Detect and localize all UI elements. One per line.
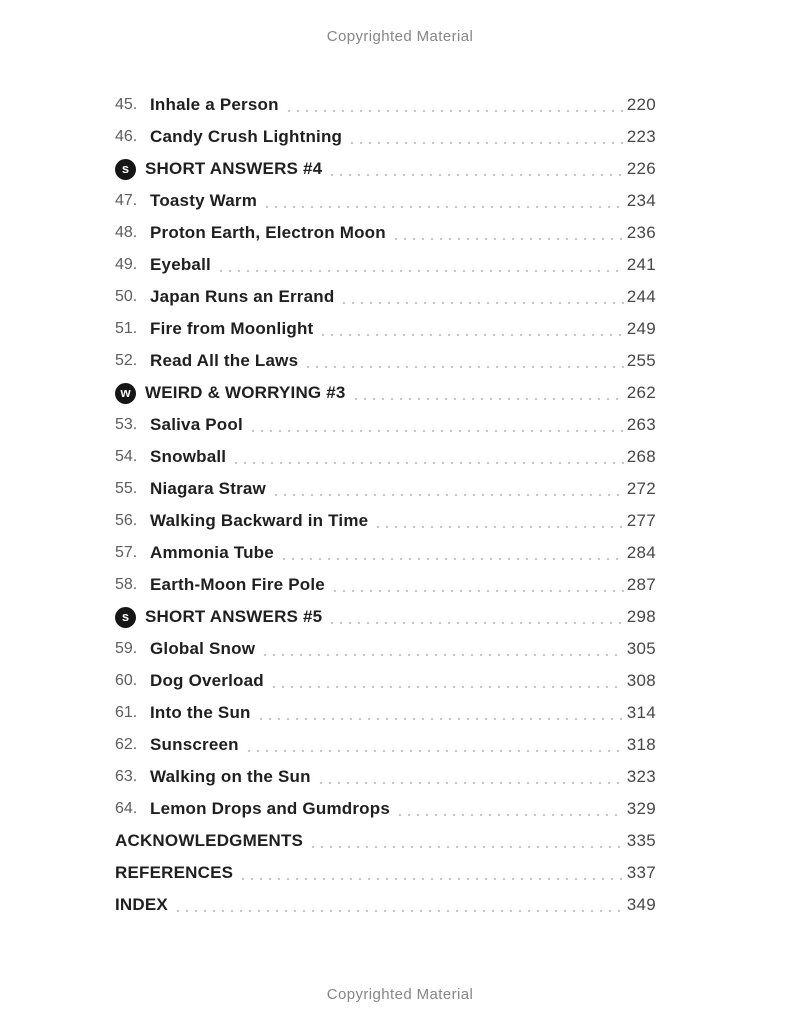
entry-title: Toasty Warm xyxy=(150,191,258,210)
toc-entry xyxy=(115,569,656,601)
entry-title: ACKNOWLEDGMENTS xyxy=(115,831,304,850)
entry-title: Fire from Moonlight xyxy=(150,319,314,338)
dot-leader xyxy=(265,205,624,209)
dot-leader xyxy=(287,109,624,113)
dot-leader xyxy=(234,461,624,465)
chapter-number: 50. xyxy=(115,288,138,305)
entry-title: WEIRD & WORRYING #3 xyxy=(145,383,346,402)
dot-leader xyxy=(306,365,623,369)
copyright-banner-bottom: Copyrighted Material xyxy=(326,986,474,1003)
entry-page-number: 287 xyxy=(626,575,656,594)
entry-page-number: 220 xyxy=(626,95,656,114)
dot-leader xyxy=(282,557,624,561)
toc-entry xyxy=(115,889,656,921)
chapter-number: 56. xyxy=(115,512,138,529)
entry-page-number: 249 xyxy=(626,319,656,338)
chapter-number: 53. xyxy=(115,416,138,433)
chapter-number: 61. xyxy=(115,704,138,721)
entry-title: Walking on the Sun xyxy=(150,767,311,786)
entry-title: REFERENCES xyxy=(115,863,234,882)
dot-leader xyxy=(321,333,623,337)
entry-title: Ammonia Tube xyxy=(150,543,274,562)
entry-page-number: 234 xyxy=(626,191,656,210)
entry-title: Saliva Pool xyxy=(150,415,243,434)
entry-page-number: 284 xyxy=(626,543,656,562)
chapter-number: 55. xyxy=(115,480,138,497)
entry-page-number: 323 xyxy=(626,767,656,786)
entry-title: INDEX xyxy=(115,895,168,914)
chapter-number: 46. xyxy=(115,128,138,145)
chapter-number: 47. xyxy=(115,192,138,209)
dot-leader xyxy=(251,429,624,433)
entry-title: Niagara Straw xyxy=(150,479,266,498)
entry-page-number: 223 xyxy=(626,127,656,146)
toc-entry xyxy=(115,505,656,537)
section-badge-s-icon: s xyxy=(115,159,136,180)
dot-leader xyxy=(342,301,623,305)
entry-title: SHORT ANSWERS #4 xyxy=(145,159,323,178)
entry-page-number: 329 xyxy=(626,799,656,818)
toc-entry xyxy=(115,601,656,633)
dot-leader xyxy=(274,493,624,497)
dot-leader xyxy=(241,877,624,881)
entry-page-number: 263 xyxy=(626,415,656,434)
entry-title: Inhale a Person xyxy=(150,95,279,114)
toc-entry xyxy=(115,825,656,857)
toc-entry xyxy=(115,153,656,185)
dot-leader xyxy=(333,589,624,593)
entry-title: Into the Sun xyxy=(150,703,251,722)
toc-entry xyxy=(115,729,656,761)
toc-entry xyxy=(115,89,656,121)
chapter-number: 62. xyxy=(115,736,138,753)
entry-page-number: 268 xyxy=(626,447,656,466)
chapter-number: 58. xyxy=(115,576,138,593)
toc-entry xyxy=(115,377,656,409)
section-badge-s-icon: s xyxy=(115,607,136,628)
entry-page-number: 314 xyxy=(626,703,656,722)
toc-entry xyxy=(115,793,656,825)
entry-title: Global Snow xyxy=(150,639,256,658)
chapter-number: 60. xyxy=(115,672,138,689)
dot-leader xyxy=(394,237,624,241)
entry-page-number: 308 xyxy=(626,671,656,690)
chapter-number: 45. xyxy=(115,96,138,113)
dot-leader xyxy=(311,845,624,849)
chapter-number: 52. xyxy=(115,352,138,369)
toc-entry xyxy=(115,857,656,889)
toc-entry xyxy=(115,473,656,505)
toc-entry xyxy=(115,345,656,377)
dot-leader xyxy=(376,525,623,529)
chapter-number: 48. xyxy=(115,224,138,241)
toc-entry xyxy=(115,281,656,313)
toc-entry xyxy=(115,665,656,697)
chapter-number: 63. xyxy=(115,768,138,785)
entry-title: Candy Crush Lightning xyxy=(150,127,343,146)
chapter-number: 57. xyxy=(115,544,138,561)
entry-page-number: 262 xyxy=(626,383,656,402)
dot-leader xyxy=(330,621,623,625)
dot-leader xyxy=(319,781,624,785)
chapter-number: 51. xyxy=(115,320,138,337)
dot-leader xyxy=(259,717,624,721)
dot-leader xyxy=(398,813,624,817)
entry-title: Snowball xyxy=(150,447,227,466)
entry-title: Lemon Drops and Gumdrops xyxy=(150,799,390,818)
dot-leader xyxy=(247,749,624,753)
toc-entry xyxy=(115,697,656,729)
entry-page-number: 244 xyxy=(626,287,656,306)
dot-leader xyxy=(219,269,624,273)
toc-entry xyxy=(115,121,656,153)
dot-leader xyxy=(330,173,623,177)
entry-page-number: 337 xyxy=(626,863,656,882)
section-badge-w-icon: w xyxy=(115,383,136,404)
toc-entry xyxy=(115,441,656,473)
entry-page-number: 305 xyxy=(626,639,656,658)
toc-entry xyxy=(115,249,656,281)
dot-leader xyxy=(272,685,624,689)
entry-page-number: 236 xyxy=(626,223,656,242)
chapter-number: 64. xyxy=(115,800,138,817)
dot-leader xyxy=(354,397,624,401)
entry-page-number: 226 xyxy=(626,159,656,178)
toc-entry xyxy=(115,185,656,217)
toc-list xyxy=(115,89,656,921)
entry-page-number: 241 xyxy=(626,255,656,274)
toc-entry xyxy=(115,217,656,249)
chapter-number: 49. xyxy=(115,256,138,273)
chapter-number: 59. xyxy=(115,640,138,657)
toc-entry xyxy=(115,761,656,793)
entry-page-number: 335 xyxy=(626,831,656,850)
entry-page-number: 298 xyxy=(626,607,656,626)
entry-title: SHORT ANSWERS #5 xyxy=(145,607,323,626)
toc-entry xyxy=(115,313,656,345)
copyright-banner-top: Copyrighted Material xyxy=(326,28,474,45)
entry-title: Dog Overload xyxy=(150,671,264,690)
entry-title: Earth-Moon Fire Pole xyxy=(150,575,325,594)
dot-leader xyxy=(350,141,624,145)
entry-title: Sunscreen xyxy=(150,735,239,754)
toc-entry xyxy=(115,537,656,569)
chapter-number: 54. xyxy=(115,448,138,465)
dot-leader xyxy=(263,653,624,657)
entry-title: Read All the Laws xyxy=(150,351,299,370)
entry-title: Proton Earth, Electron Moon xyxy=(150,223,386,242)
entry-page-number: 349 xyxy=(626,895,656,914)
entry-title: Japan Runs an Errand xyxy=(150,287,335,306)
entry-page-number: 272 xyxy=(626,479,656,498)
toc-entry xyxy=(115,633,656,665)
entry-title: Eyeball xyxy=(150,255,211,274)
toc-entry xyxy=(115,409,656,441)
entry-title: Walking Backward in Time xyxy=(150,511,369,530)
entry-page-number: 318 xyxy=(626,735,656,754)
dot-leader xyxy=(176,909,624,913)
entry-page-number: 255 xyxy=(626,351,656,370)
entry-page-number: 277 xyxy=(626,511,656,530)
